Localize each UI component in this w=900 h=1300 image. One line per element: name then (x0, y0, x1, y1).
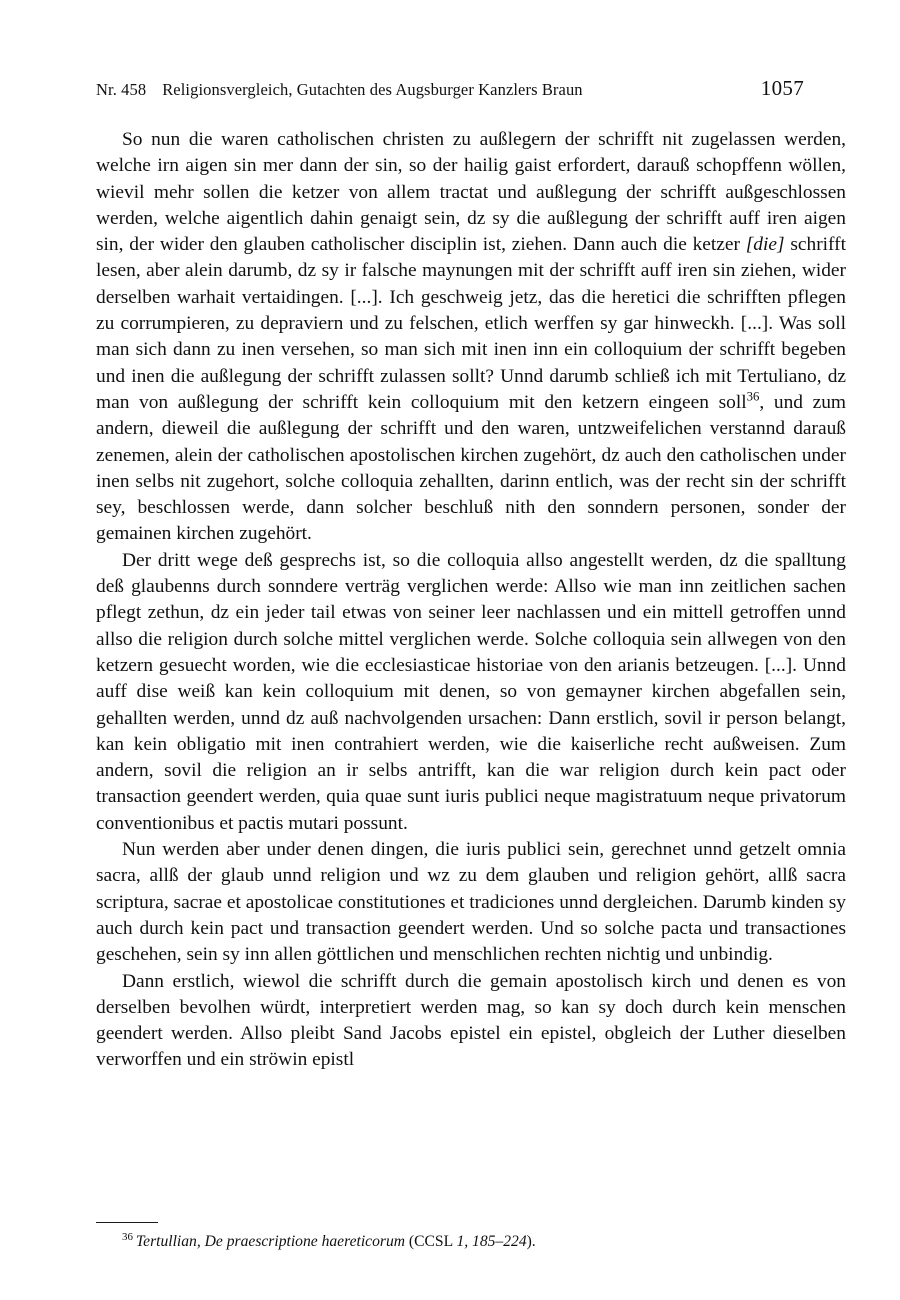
text-run: , und zum andern, dieweil die außlegung der schrifft und den waren, untzweifelichen verstannd darauß zenemen, alein der catholischen apostolischen kirchen zugehört, dz auch den catholischen under inen selbs nit zugehort, solche colloquia zehallten, darinn entlich, was der recht sin der schrifft sey, beschlossen werde, dann solcher beschluß nith den sonndern personen, sonder der gemainen kirchen zugehört. (96, 391, 847, 545)
document-title: Religionsvergleich, Gutachten des Augsburger Kanzlers Braun (162, 80, 583, 99)
editorial-insertion: [die] (745, 234, 785, 256)
text-run: Der dritt wege deß gesprechs ist, so die colloquia allso angestellt werden, dz die spalltung deß glaubenns durch sonndere verträg verglichen werde: Allso wie man inn zeitlichen sachen pflegt zethun, dz ein jeder tail etwas von seiner leer nachlassen und ein mittell getroffen unnd allso die religion durch solche mittel verglichen werde. Solche colloquia sein allwegen von den ketzern gesuecht worden, wie die ecclesiasticae historiae von den arianis betzeugen. [...]. Unnd auff dise weiß kan kein colloquium mit denen, so von gemayner kirchen abgefallen sein, gehallten werden, unnd dz auß nachvolgenden ursachen: Dann erstlich, sovil ir person belangt, kan kein obligatio mit inen contrahiert werden, wie die kaiserliche recht außweisen. Zum andern, sovil die religion an ir selbs antrifft, kan die war religion durch kein pact oder transaction geendert werden, quia quae sunt iuris publici neque magistratuum neque privatorum conventionibus et pactis mutari possunt. (96, 549, 846, 834)
text-run: schrifft lesen, aber alein darumb, dz sy ir falsche maynungen mit der schrifft auff iren sin ziehen, wider derselben warhait vertaidingen. [...]. Ich geschweig jetz, das die heretici die schrifften pflegen zu corrumpieren, zu depraviern und zu felschen, etlich werffen sy gar hinweckh. [...]. Was soll man sich dann zu inen versehen, so man sich mit inen inn ein colloquium der schrifft begeben und inen die außlegung der schrifft zulassen sollt? Unnd darumb schließ ich mit Tertuliano, dz man von außlegung der schrifft kein colloquium mit den ketzern eingeen soll (96, 234, 846, 413)
footnote-reference[interactable]: 36 (746, 389, 760, 404)
document-number: Nr. 458 (96, 80, 147, 99)
footnote-list (96, 1232, 846, 1252)
running-header-text (96, 80, 583, 100)
text-run: Nun werden aber under denen dingen, die iuris publici sein, gerechnet unnd getzelt omnia sacra, allß der glaub unnd religion und wz zu dem glauben und religion gehört, allß sacra scriptura, sacrae et apostolicae constitutiones et tradiciones unnd dergleichen. Darumb kinden sy auch durch kein pact und transaction geendert werden. Und so solche pacta und transactiones geschehen, sein sy inn allen göttlichen und menschlichen rechten nichtig und unbindig. (96, 839, 846, 966)
running-header (96, 76, 804, 101)
paragraph (96, 127, 846, 548)
text-run: So nun die waren catholischen christen zu außlegern der schrifft nit zugelassen werden, welche irn aigen sin mer dann der sin, so der hailig gaist erfordert, darauß schopffenn wöllen, wievil mehr sollen die ketzer von allem tractat und außlegung der schrifft außgeschlossen werden, welche aigentlich dahin genaigt sein, dz sy die außlegung der schrifft auff iren aigen sin, der wider den glauben catholischer disciplin ist, ziehen. Dann auch die ketzer (96, 129, 846, 256)
footnote-citation-title: Tertullian, De praescriptione haereticorum (135, 1233, 409, 1250)
paragraph (96, 969, 846, 1074)
footnote-citation-source: (CCSL (408, 1233, 457, 1250)
footnote-item (96, 1232, 846, 1252)
footnote-number: 36 (122, 1230, 133, 1243)
paragraph (96, 548, 846, 837)
body-text (96, 127, 846, 1074)
footnote-apparatus (96, 1222, 846, 1252)
page-number: 1057 (760, 76, 804, 100)
text-run: Dann erstlich, wiewol die schrifft durch die gemain apostolisch kirch und denen es von derselben bevolhen würdt, interpretiert werden mag, so kan sy doch durch kein menschen geendert werden. Allso pleibt Sand Jacobs epistel ein epistel, obgleich der Luther dieselben verworffen und ein ströwin epistl (96, 970, 846, 1071)
footnote-citation-close: ). (526, 1233, 536, 1250)
footnote-separator-rule (96, 1222, 158, 1223)
footnote-citation-locus: 1, 185–224 (456, 1233, 527, 1250)
paragraph (96, 837, 846, 968)
